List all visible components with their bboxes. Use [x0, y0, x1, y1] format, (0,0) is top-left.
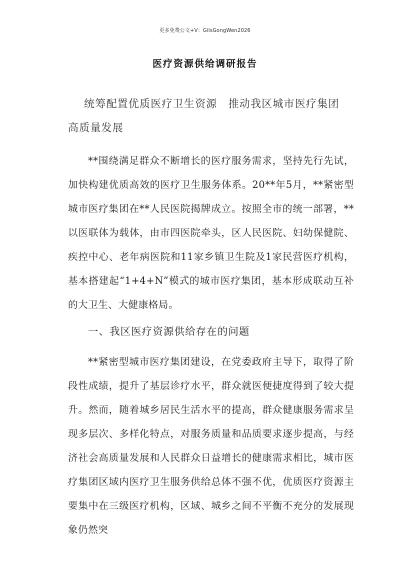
header-note: 更多免费公文+V：GilsGongWen2026	[159, 28, 251, 34]
subtitle	[68, 92, 344, 140]
section-heading-1: 一、我区医疗资源供给存在的问题	[88, 327, 250, 338]
paragraph-problems-text: **紧密型城市医疗集团建设，在党委政府主导下，取得了阶段性成绩，提升了基层诊疗水平，群众就医便捷度得到了较大提升。然而，随着城乡居民生活水平的提高，群众健康服务需求呈现多层次、多样化特点，对服务质量和品质要求逐步提高，与经济社会高质量发展和人民群众日益增长的健康需求相比，城市医疗集团区域内医疗卫生服务供给总体不强不优，优质医疗资源主要集中在三级医疗机构，区域、城乡之间不平衡不充分的发展现象仍然突	[68, 357, 354, 536]
subtitle-line-2: 高质量发展	[68, 122, 124, 134]
subtitle-line-1: 统筹配置优质医疗卫生资源 推动我区城市医疗集团	[84, 98, 340, 110]
paragraph-intro-text: **围绕满足群众不断增长的医疗服务需求，坚持先行先试，加快构建优质高效的医疗卫生服务体系。20**年5月，**紧密型城市医疗集团在**人民医院揭牌成立。按照全市的统一部署，**以医联体为载体，由市四医院牵头，区人民医院、妇幼保健院、疾控中心、老年病医院和11家乡镇卫生院及1家民营医疗机构，基本搭建起“1+4+N”模式的城市医疗集团，基本形成联动互补的大卫生、大健康格局。	[68, 156, 354, 311]
document-title: 医疗资源供给调研报告	[152, 59, 258, 70]
paragraph-intro	[68, 150, 354, 318]
paragraph-problems	[68, 351, 354, 543]
